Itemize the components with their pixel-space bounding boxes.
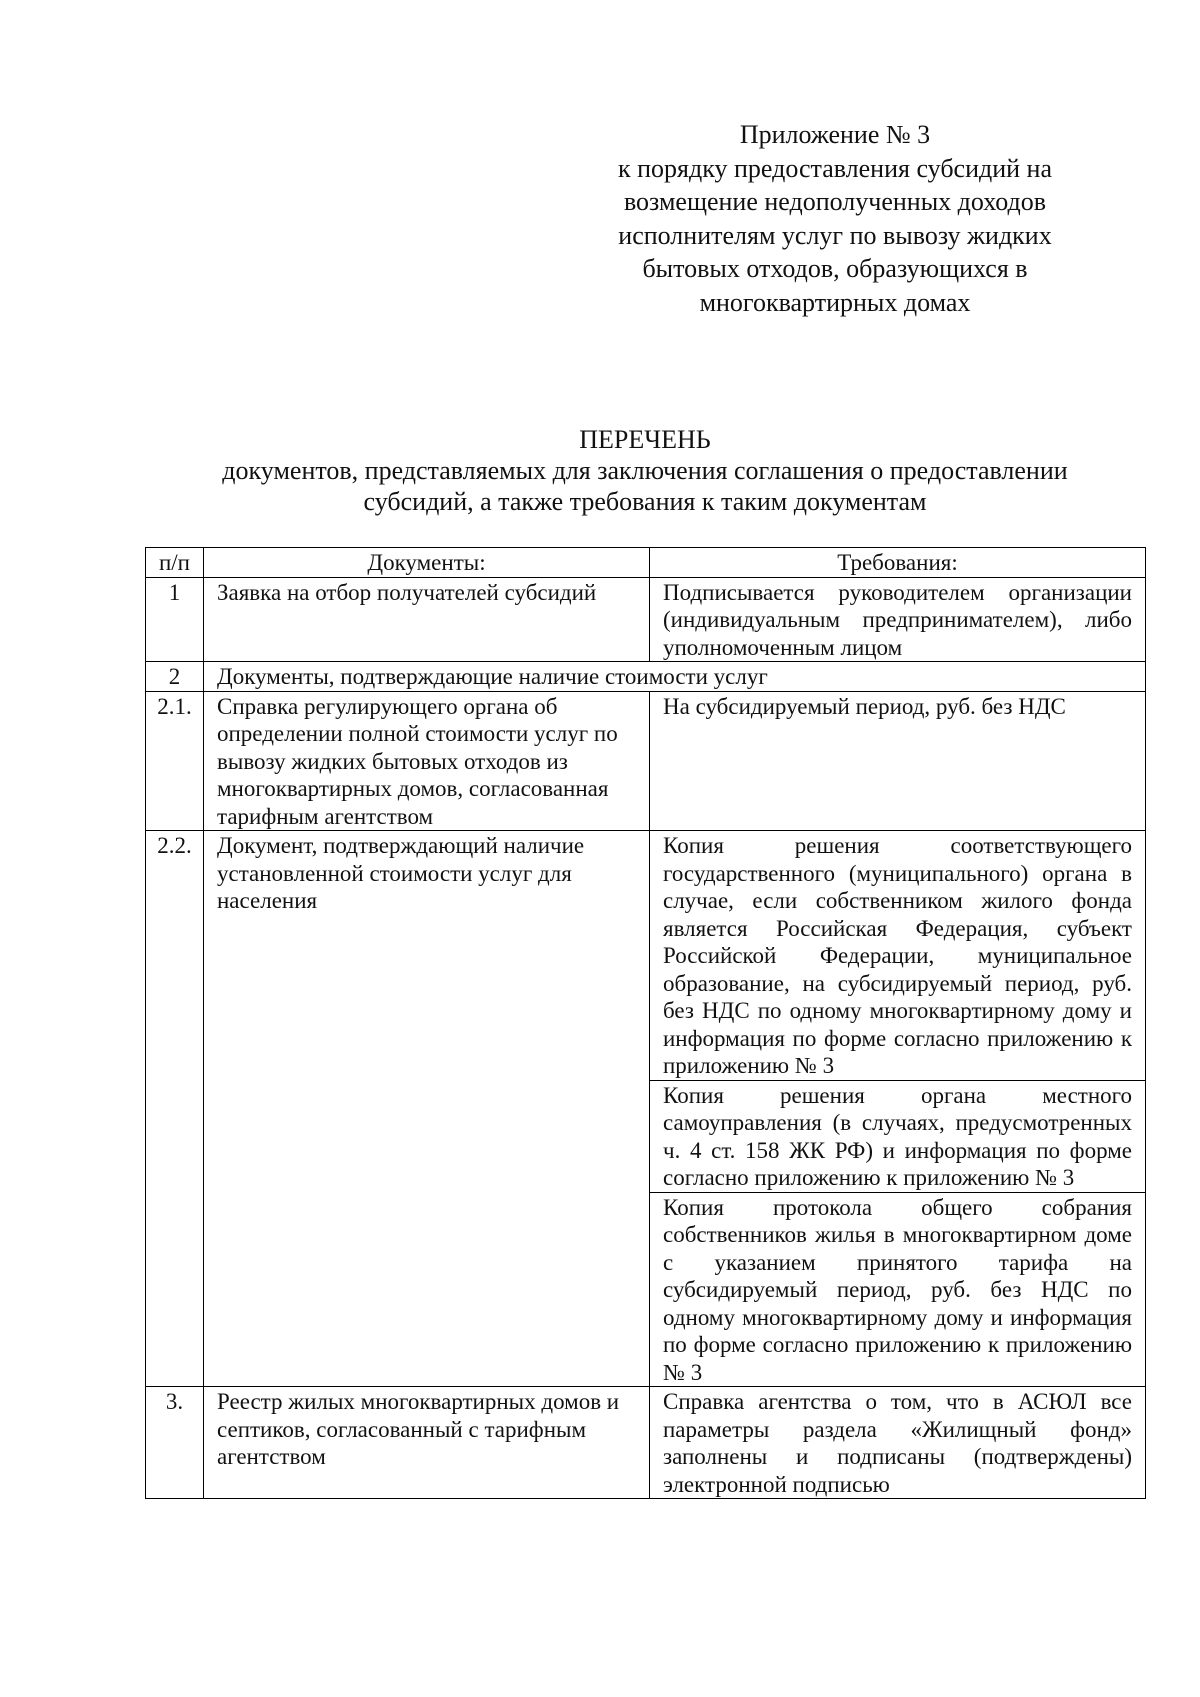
documents-table [145, 547, 1146, 1499]
title-line: субсидий, а также требования к таким документам [363, 487, 927, 516]
row-number: 2.2. [146, 831, 204, 1387]
header-documents: Документы: [204, 548, 650, 578]
header-number: п/п [146, 548, 204, 578]
table-row [146, 662, 1146, 692]
row-requirement: Копия решения соответствующего государственного (муниципального) органа в случае, если собственником жилого фонда является Российская Федерация, субъект Российской Федерации, муниципальное образование, на субсидируемый период, руб. без НДС по одному многоквартирному дому и информация по форме согласно приложению к приложению № 3 [650, 831, 1146, 1081]
row-document: Справка регулирующего органа об определении полной стоимости услуг по вывозу жидких бытовых отходов из многоквартирных домов, согласованная тарифным агентством [204, 691, 650, 831]
row-requirement: Подписывается руководителем организации (индивидуальным предпринимателем), либо уполномоченным лицом [650, 577, 1146, 662]
row-document: Документы, подтверждающие наличие стоимости услуг [204, 662, 1146, 692]
appendix-line: многоквартирных домах [699, 287, 971, 317]
row-requirement: На субсидируемый период, руб. без НДС [650, 691, 1146, 831]
header-requirements: Требования: [650, 548, 1146, 578]
table-row [146, 577, 1146, 662]
table-row [146, 1387, 1146, 1499]
row-requirement: Справка агентства о том, что в АСЮЛ все параметры раздела «Жилищный фонд» заполнены и подписаны (подтверждены) электронной подписью [650, 1387, 1146, 1499]
row-document: Заявка на отбор получателей субсидий [204, 577, 650, 662]
row-document: Документ, подтверждающий наличие установленной стоимости услуг для населения [204, 831, 650, 1387]
table-header-row [146, 548, 1146, 578]
row-document: Реестр жилых многоквартирных домов и септиков, согласованный с тарифным агентством [204, 1387, 650, 1499]
row-number: 2.1. [146, 691, 204, 831]
row-number: 1 [146, 577, 204, 662]
title-heading: ПЕРЕЧЕНЬ [579, 425, 711, 454]
table-row [146, 831, 1146, 1081]
appendix-line: к порядку предоставления субсидий на [617, 153, 1053, 183]
title-line: документов, представляемых для заключения соглашения о предоставлении [222, 456, 1068, 485]
row-number: 3. [146, 1387, 204, 1499]
appendix-line: Приложение № 3 [739, 120, 931, 149]
table-row [146, 691, 1146, 831]
row-number: 2 [146, 662, 204, 692]
appendix-line: бытовых отходов, образующихся в [642, 254, 1028, 283]
row-requirement: Копия решения органа местного самоуправления (в случаях, предусмотренных ч. 4 ст. 158 ЖК РФ) и информация по форме согласно приложению к приложению № 3 [650, 1080, 1146, 1192]
appendix-line: исполнителям услуг по вывозу жидких [618, 220, 1052, 250]
row-requirement: Копия протокола общего собрания собственников жилья в многоквартирном доме с указанием принятого тарифа на субсидируемый период, руб. без НДС по одному многоквартирному дому и информация по форме согласно приложению к приложению № 3 [650, 1192, 1146, 1387]
appendix-header [600, 118, 1070, 319]
appendix-line: возмещение недополученных доходов [623, 187, 1047, 216]
document-title [130, 424, 1160, 517]
